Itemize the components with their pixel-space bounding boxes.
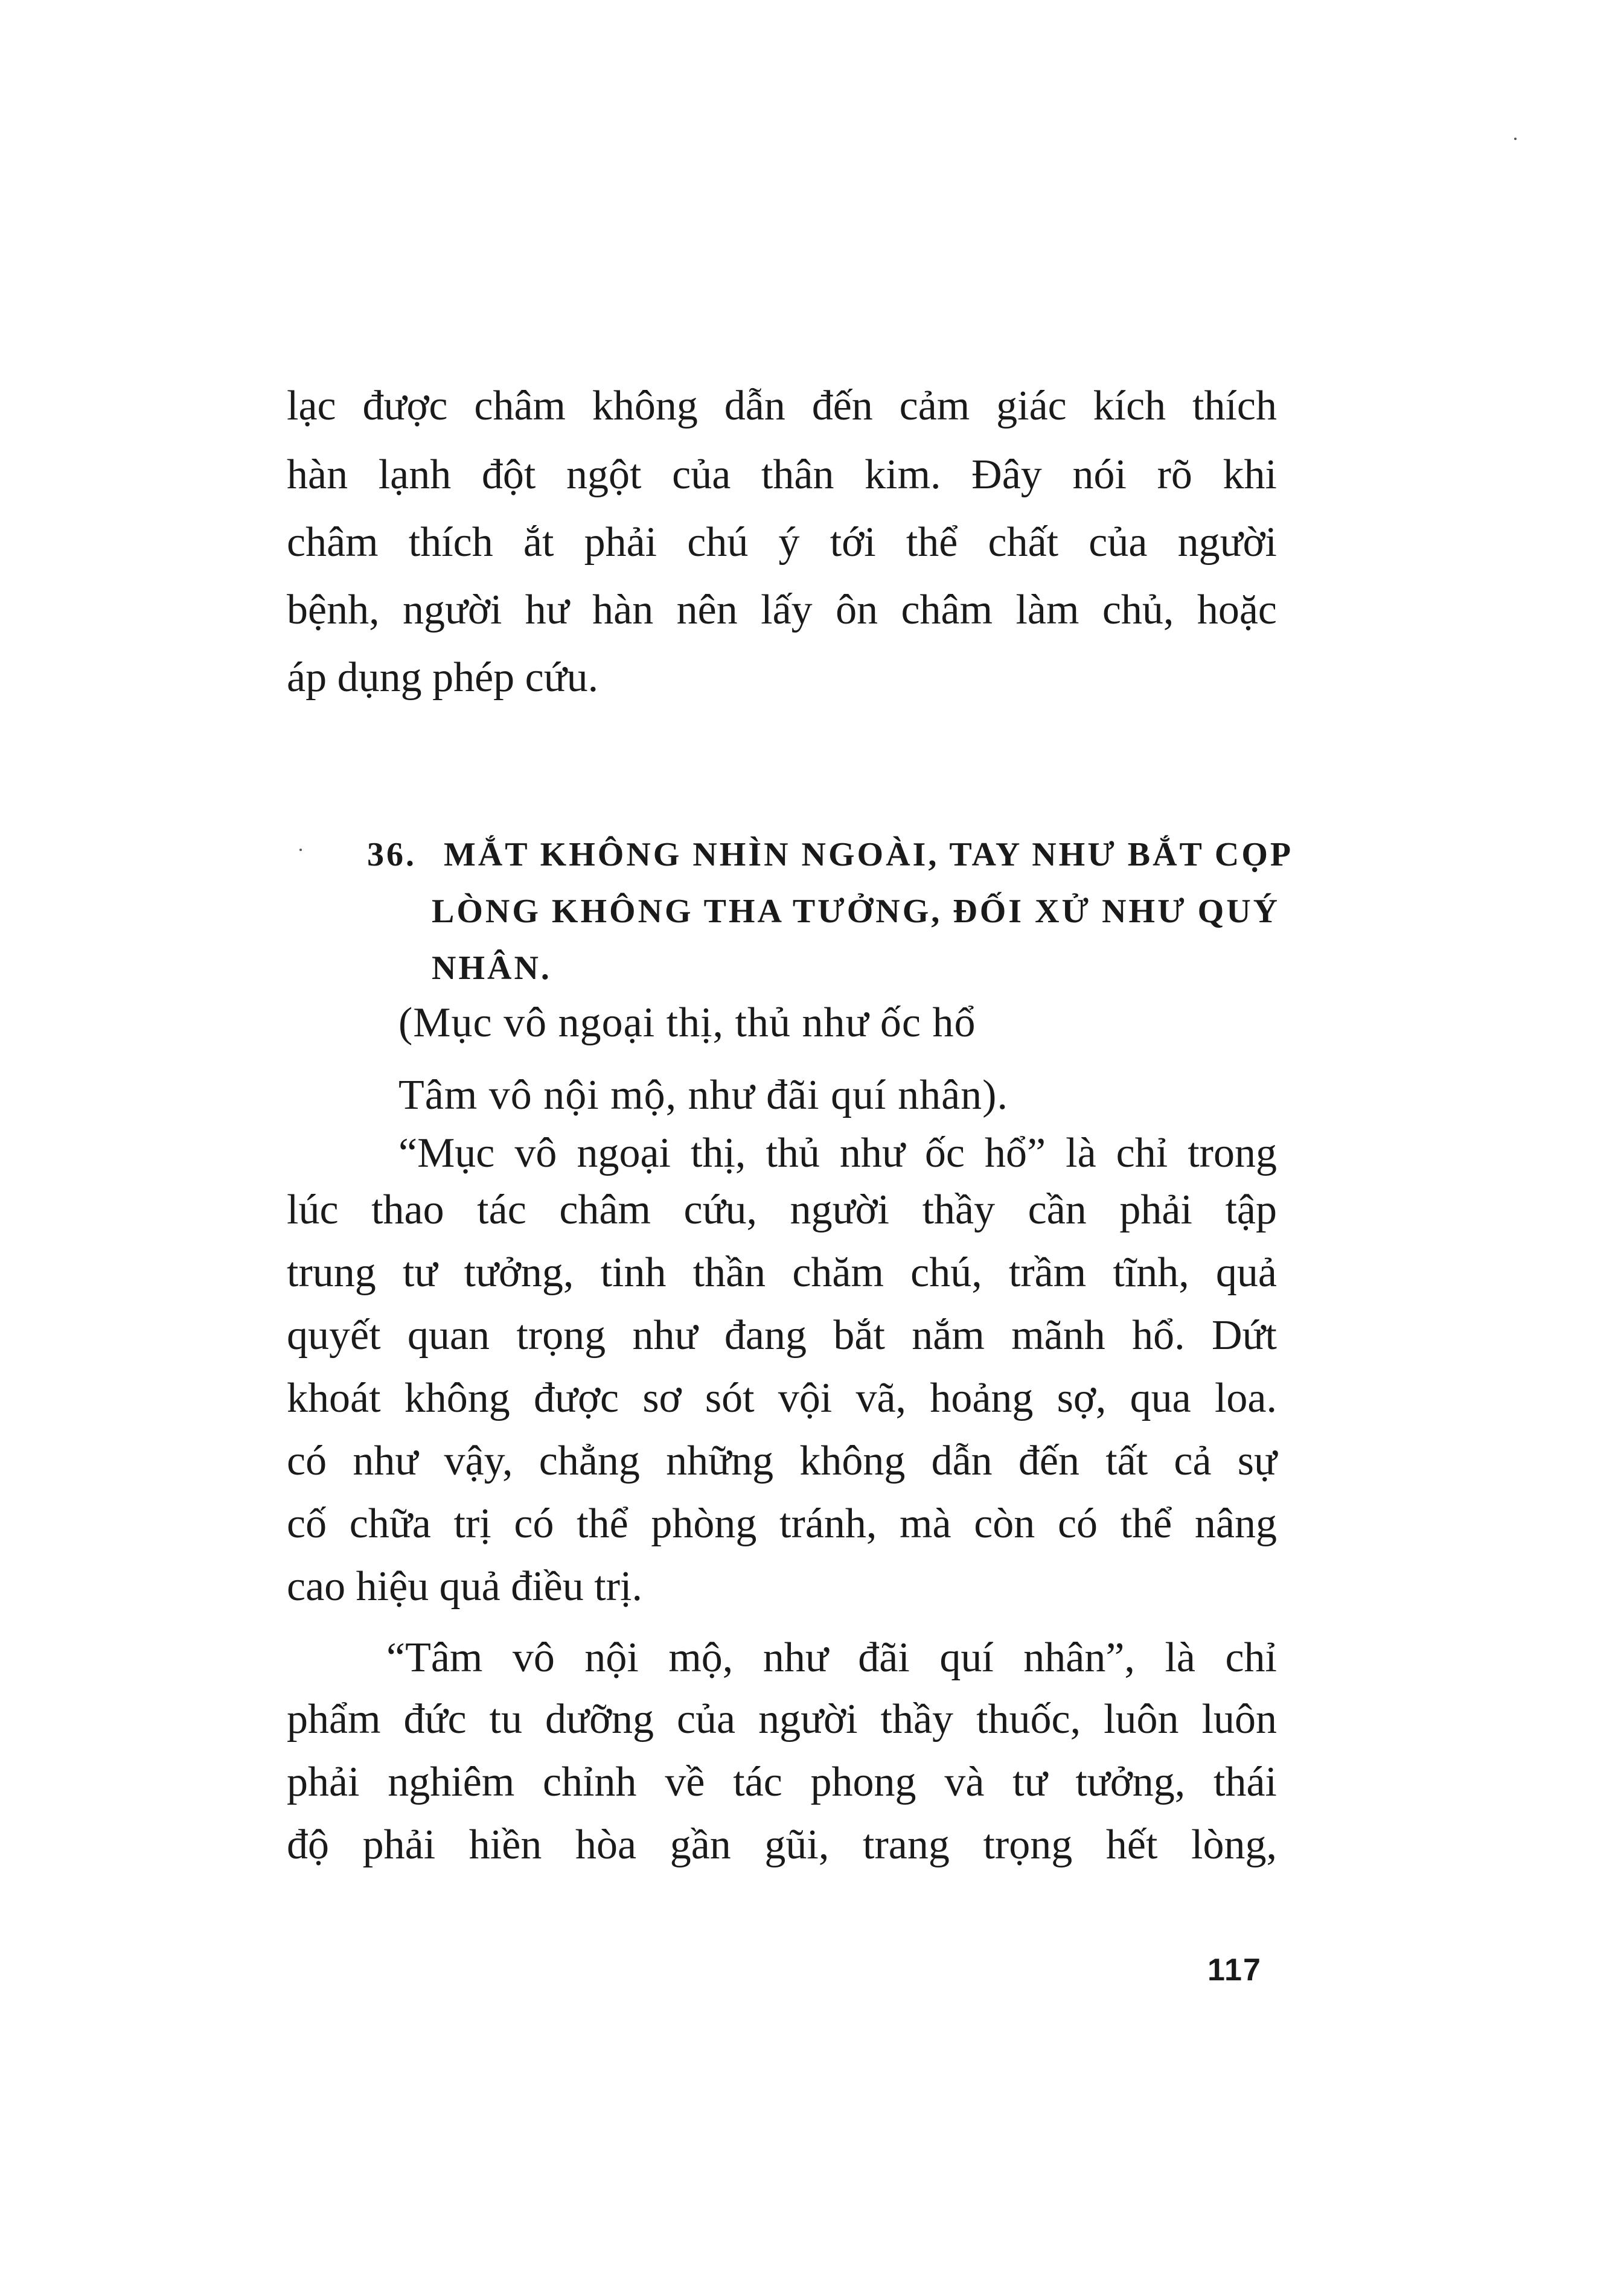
paragraph-1-line: bệnh, người hư hàn nên lấy ôn châm làm chủ, hoặc <box>287 587 1277 633</box>
page-number: 117 <box>1207 1953 1262 1988</box>
section-heading-line: NHÂN. <box>432 949 552 987</box>
scan-speck <box>299 849 302 851</box>
section-number: 36. <box>367 836 417 873</box>
scan-speck <box>1514 138 1517 140</box>
paragraph-2-line: “Mục vô ngoại thị, thủ như ốc hổ” là chỉ trong <box>398 1130 1277 1176</box>
paragraph-3-line: “Tâm vô nội mộ, như đãi quí nhân”, là chỉ <box>386 1634 1277 1681</box>
paragraph-2-line: cao hiệu quả điều trị. <box>287 1563 642 1610</box>
paragraph-2-line: khoát không được sơ sót vội vã, hoảng sợ, qua loa. <box>287 1375 1277 1421</box>
quote-line: (Mục vô ngoại thị, thủ như ốc hổ <box>398 1000 976 1046</box>
paragraph-2-line: trung tư tưởng, tinh thần chăm chú, trầm tĩnh, quả <box>287 1249 1277 1296</box>
paragraph-3-line: độ phải hiền hòa gần gũi, trang trọng hết lòng, <box>287 1822 1277 1868</box>
paragraph-2-line: lúc thao tác châm cứu, người thầy cần phải tập <box>287 1187 1277 1233</box>
paragraph-2-line: cố chữa trị có thể phòng tránh, mà còn có thể nâng <box>287 1500 1277 1547</box>
paragraph-3-line: phải nghiêm chỉnh về tác phong và tư tưởng, thái <box>287 1759 1277 1805</box>
paragraph-3-line: phẩm đức tu dưỡng của người thầy thuốc, luôn luôn <box>287 1696 1277 1743</box>
paragraph-1-line: lạc được châm không dẫn đến cảm giác kích thích <box>287 383 1277 429</box>
paragraph-1-line: châm thích ắt phải chú ý tới thể chất của người <box>287 519 1277 566</box>
quote-line: Tâm vô nội mộ, như đãi quí nhân). <box>398 1072 1008 1118</box>
paragraph-2-line: có như vậy, chẳng những không dẫn đến tất cả sự <box>287 1438 1277 1484</box>
section-heading-line: LÒNG KHÔNG THA TƯỞNG, ĐỐI XỬ NHƯ QUÝ <box>432 893 1281 930</box>
paragraph-1-line: hàn lạnh đột ngột của thân kim. Đây nói rõ khi <box>287 451 1277 498</box>
section-heading-line: MẮT KHÔNG NHÌN NGOÀI, TAY NHƯ BẮT CỌP <box>444 836 1294 873</box>
paragraph-1-line: áp dụng phép cứu. <box>287 654 599 701</box>
paragraph-2-line: quyết quan trọng như đang bắt nắm mãnh hổ. Dứt <box>287 1312 1277 1359</box>
